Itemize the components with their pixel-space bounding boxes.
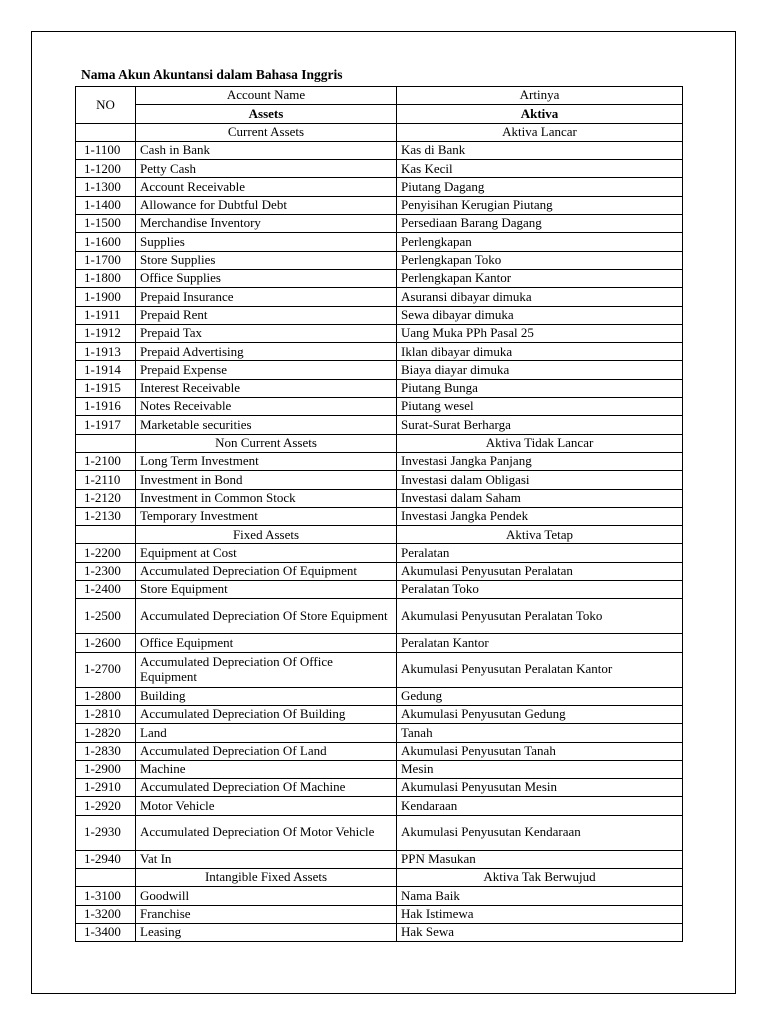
section-header-row bbox=[76, 434, 683, 452]
account-name: Office Equipment bbox=[136, 634, 397, 652]
section-header-row bbox=[76, 526, 683, 544]
header-account-name: Account Name bbox=[136, 87, 397, 105]
account-number: 1-3400 bbox=[76, 923, 136, 941]
account-number: 1-3200 bbox=[76, 905, 136, 923]
account-table-body bbox=[76, 87, 683, 942]
account-number: 1-1200 bbox=[76, 160, 136, 178]
account-name: Prepaid Rent bbox=[136, 306, 397, 324]
account-row bbox=[76, 251, 683, 269]
section-meaning: Aktiva Tetap bbox=[397, 526, 683, 544]
account-meaning: Kas Kecil bbox=[397, 160, 683, 178]
account-meaning: Iklan dibayar dimuka bbox=[397, 343, 683, 361]
account-row bbox=[76, 905, 683, 923]
account-name: Accumulated Depreciation Of Machine bbox=[136, 779, 397, 797]
account-name: Prepaid Expense bbox=[136, 361, 397, 379]
account-name: Land bbox=[136, 724, 397, 742]
account-meaning: Nama Baik bbox=[397, 887, 683, 905]
header-row-assets bbox=[76, 105, 683, 123]
account-name: Accumulated Depreciation Of Store Equipment bbox=[136, 599, 397, 634]
account-row bbox=[76, 398, 683, 416]
account-number: 1-2400 bbox=[76, 581, 136, 599]
account-name: Marketable securities bbox=[136, 416, 397, 434]
header-assets: Assets bbox=[136, 105, 397, 123]
account-name: Accumulated Depreciation Of Land bbox=[136, 742, 397, 760]
account-number: 1-2910 bbox=[76, 779, 136, 797]
account-row bbox=[76, 760, 683, 778]
account-number: 1-2500 bbox=[76, 599, 136, 634]
account-meaning: Perlengkapan Toko bbox=[397, 251, 683, 269]
account-row bbox=[76, 687, 683, 705]
account-name: Prepaid Insurance bbox=[136, 288, 397, 306]
account-name: Machine bbox=[136, 760, 397, 778]
account-name: Supplies bbox=[136, 233, 397, 251]
account-number: 1-2830 bbox=[76, 742, 136, 760]
account-row bbox=[76, 507, 683, 525]
header-no: NO bbox=[76, 87, 136, 124]
account-number: 1-1916 bbox=[76, 398, 136, 416]
account-name: Notes Receivable bbox=[136, 398, 397, 416]
account-number: 1-1400 bbox=[76, 196, 136, 214]
account-number: 1-2110 bbox=[76, 471, 136, 489]
account-meaning: PPN Masukan bbox=[397, 850, 683, 868]
account-number: 1-2120 bbox=[76, 489, 136, 507]
account-meaning: Piutang Bunga bbox=[397, 379, 683, 397]
header-row bbox=[76, 87, 683, 105]
account-meaning: Peralatan Toko bbox=[397, 581, 683, 599]
account-number: 1-2800 bbox=[76, 687, 136, 705]
account-name: Prepaid Tax bbox=[136, 324, 397, 342]
account-row bbox=[76, 416, 683, 434]
account-number: 1-1917 bbox=[76, 416, 136, 434]
account-meaning: Sewa dibayar dimuka bbox=[397, 306, 683, 324]
account-row bbox=[76, 705, 683, 723]
account-name: Leasing bbox=[136, 923, 397, 941]
account-row bbox=[76, 544, 683, 562]
account-row bbox=[76, 160, 683, 178]
account-name: Investment in Common Stock bbox=[136, 489, 397, 507]
account-row bbox=[76, 233, 683, 251]
account-meaning: Perlengkapan Kantor bbox=[397, 269, 683, 287]
account-number: 1-1600 bbox=[76, 233, 136, 251]
account-name: Equipment at Cost bbox=[136, 544, 397, 562]
account-name: Accumulated Depreciation Of Office Equipment bbox=[136, 652, 397, 687]
header-artinya: Artinya bbox=[397, 87, 683, 105]
account-row bbox=[76, 379, 683, 397]
account-name: Store Supplies bbox=[136, 251, 397, 269]
account-number: 1-1800 bbox=[76, 269, 136, 287]
account-row bbox=[76, 887, 683, 905]
account-name: Merchandise Inventory bbox=[136, 215, 397, 233]
account-row bbox=[76, 324, 683, 342]
account-row bbox=[76, 634, 683, 652]
account-number: 1-2920 bbox=[76, 797, 136, 815]
account-meaning: Piutang Dagang bbox=[397, 178, 683, 196]
account-name: Long Term Investment bbox=[136, 452, 397, 470]
account-row bbox=[76, 215, 683, 233]
account-number: 1-2820 bbox=[76, 724, 136, 742]
account-meaning: Investasi dalam Saham bbox=[397, 489, 683, 507]
account-meaning: Perlengkapan bbox=[397, 233, 683, 251]
account-row bbox=[76, 815, 683, 850]
section-meaning: Aktiva Tidak Lancar bbox=[397, 434, 683, 452]
account-number: 1-2600 bbox=[76, 634, 136, 652]
account-meaning: Hak Sewa bbox=[397, 923, 683, 941]
account-meaning: Kas di Bank bbox=[397, 141, 683, 159]
account-meaning: Biaya diayar dimuka bbox=[397, 361, 683, 379]
account-row bbox=[76, 178, 683, 196]
account-row bbox=[76, 742, 683, 760]
account-row bbox=[76, 306, 683, 324]
account-meaning: Surat-Surat Berharga bbox=[397, 416, 683, 434]
account-row bbox=[76, 797, 683, 815]
account-name: Prepaid Advertising bbox=[136, 343, 397, 361]
account-meaning: Peralatan Kantor bbox=[397, 634, 683, 652]
account-name: Store Equipment bbox=[136, 581, 397, 599]
account-number: 1-1911 bbox=[76, 306, 136, 324]
account-name: Goodwill bbox=[136, 887, 397, 905]
account-row bbox=[76, 850, 683, 868]
account-meaning: Investasi Jangka Pendek bbox=[397, 507, 683, 525]
account-row bbox=[76, 923, 683, 941]
account-meaning: Persediaan Barang Dagang bbox=[397, 215, 683, 233]
account-meaning: Investasi dalam Obligasi bbox=[397, 471, 683, 489]
account-meaning: Hak Istimewa bbox=[397, 905, 683, 923]
account-number: 1-1915 bbox=[76, 379, 136, 397]
account-row bbox=[76, 196, 683, 214]
section-blank-cell bbox=[76, 526, 136, 544]
section-name: Fixed Assets bbox=[136, 526, 397, 544]
account-meaning: Penyisihan Kerugian Piutang bbox=[397, 196, 683, 214]
section-meaning: Aktiva Lancar bbox=[397, 123, 683, 141]
account-meaning: Peralatan bbox=[397, 544, 683, 562]
account-meaning: Akumulasi Penyusutan Peralatan Kantor bbox=[397, 652, 683, 687]
account-number: 1-2810 bbox=[76, 705, 136, 723]
account-meaning: Akumulasi Penyusutan Mesin bbox=[397, 779, 683, 797]
account-name: Building bbox=[136, 687, 397, 705]
account-name: Accumulated Depreciation Of Motor Vehicle bbox=[136, 815, 397, 850]
account-row bbox=[76, 471, 683, 489]
account-meaning: Mesin bbox=[397, 760, 683, 778]
account-name: Franchise bbox=[136, 905, 397, 923]
section-blank-cell bbox=[76, 434, 136, 452]
account-name: Allowance for Dubtful Debt bbox=[136, 196, 397, 214]
account-number: 1-2130 bbox=[76, 507, 136, 525]
account-number: 1-1500 bbox=[76, 215, 136, 233]
section-name: Non Current Assets bbox=[136, 434, 397, 452]
account-row bbox=[76, 288, 683, 306]
account-row bbox=[76, 652, 683, 687]
account-meaning: Akumulasi Penyusutan Tanah bbox=[397, 742, 683, 760]
account-number: 1-1100 bbox=[76, 141, 136, 159]
account-number: 1-1914 bbox=[76, 361, 136, 379]
account-row bbox=[76, 724, 683, 742]
account-name: Vat In bbox=[136, 850, 397, 868]
account-name: Account Receivable bbox=[136, 178, 397, 196]
account-row bbox=[76, 452, 683, 470]
account-meaning: Uang Muka PPh Pasal 25 bbox=[397, 324, 683, 342]
account-row bbox=[76, 489, 683, 507]
document-title: Nama Akun Akuntansi dalam Bahasa Inggris bbox=[81, 67, 343, 82]
account-table bbox=[75, 86, 683, 942]
account-number: 1-1700 bbox=[76, 251, 136, 269]
account-row bbox=[76, 269, 683, 287]
account-number: 1-1913 bbox=[76, 343, 136, 361]
account-row bbox=[76, 599, 683, 634]
account-meaning: Investasi Jangka Panjang bbox=[397, 452, 683, 470]
account-name: Investment in Bond bbox=[136, 471, 397, 489]
section-blank-cell bbox=[76, 868, 136, 886]
account-name: Accumulated Depreciation Of Equipment bbox=[136, 562, 397, 580]
account-name: Temporary Investment bbox=[136, 507, 397, 525]
account-name: Petty Cash bbox=[136, 160, 397, 178]
account-row bbox=[76, 141, 683, 159]
account-name: Accumulated Depreciation Of Building bbox=[136, 705, 397, 723]
account-number: 1-2700 bbox=[76, 652, 136, 687]
account-number: 1-1912 bbox=[76, 324, 136, 342]
account-number: 1-2930 bbox=[76, 815, 136, 850]
header-aktiva: Aktiva bbox=[397, 105, 683, 123]
section-name: Current Assets bbox=[136, 123, 397, 141]
account-meaning: Akumulasi Penyusutan Gedung bbox=[397, 705, 683, 723]
account-number: 1-2300 bbox=[76, 562, 136, 580]
account-number: 1-1900 bbox=[76, 288, 136, 306]
section-header-row bbox=[76, 123, 683, 141]
account-meaning: Tanah bbox=[397, 724, 683, 742]
account-number: 1-2940 bbox=[76, 850, 136, 868]
account-number: 1-2100 bbox=[76, 452, 136, 470]
account-number: 1-3100 bbox=[76, 887, 136, 905]
account-row bbox=[76, 361, 683, 379]
account-meaning: Akumulasi Penyusutan Kendaraan bbox=[397, 815, 683, 850]
section-header-row bbox=[76, 868, 683, 886]
account-row bbox=[76, 562, 683, 580]
account-row bbox=[76, 343, 683, 361]
account-name: Interest Receivable bbox=[136, 379, 397, 397]
account-number: 1-2200 bbox=[76, 544, 136, 562]
account-number: 1-1300 bbox=[76, 178, 136, 196]
section-blank-cell bbox=[76, 123, 136, 141]
account-meaning: Akumulasi Penyusutan Peralatan Toko bbox=[397, 599, 683, 634]
section-name: Intangible Fixed Assets bbox=[136, 868, 397, 886]
account-meaning: Asuransi dibayar dimuka bbox=[397, 288, 683, 306]
account-name: Motor Vehicle bbox=[136, 797, 397, 815]
account-row bbox=[76, 581, 683, 599]
account-meaning: Piutang wesel bbox=[397, 398, 683, 416]
account-meaning: Gedung bbox=[397, 687, 683, 705]
account-name: Office Supplies bbox=[136, 269, 397, 287]
account-meaning: Kendaraan bbox=[397, 797, 683, 815]
account-meaning: Akumulasi Penyusutan Peralatan bbox=[397, 562, 683, 580]
account-number: 1-2900 bbox=[76, 760, 136, 778]
section-meaning: Aktiva Tak Berwujud bbox=[397, 868, 683, 886]
account-name: Cash in Bank bbox=[136, 141, 397, 159]
account-row bbox=[76, 779, 683, 797]
